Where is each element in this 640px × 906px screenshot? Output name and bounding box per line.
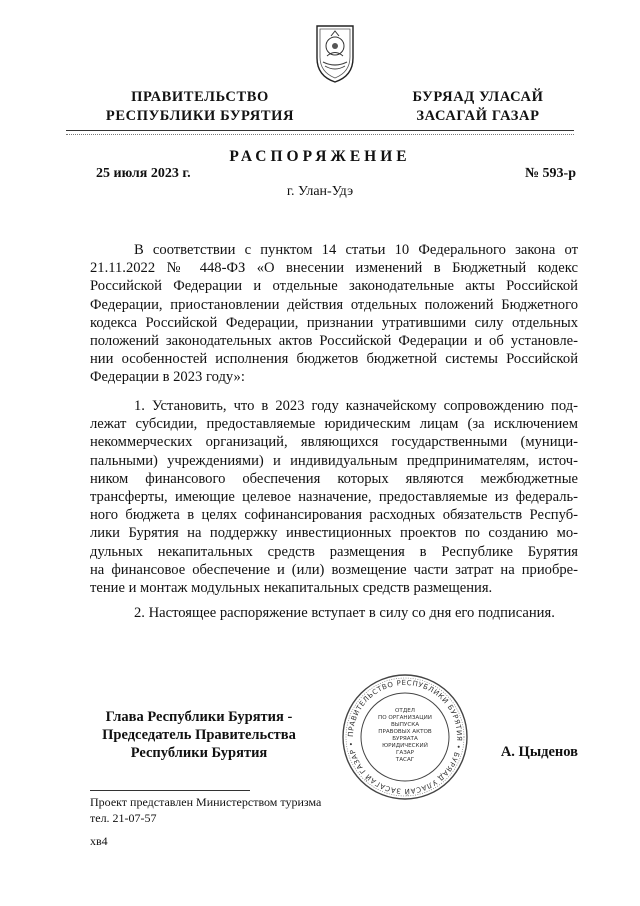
preamble-line: В соответствии с пунктом 14 статьи 10 Федерального закона от <box>134 242 578 258</box>
preamble-line: Российской Федерации и отдельные законодательные акты Российской <box>90 278 578 295</box>
footer-author: Проект представлен Министерством туризма <box>90 795 322 809</box>
item-1-line: ником финансового обеспечения которых являются межбюджетные <box>90 470 578 487</box>
item-1-line: на финансовое обеспечение и (или) возмещение части затрат на приобре- <box>90 561 578 578</box>
item-1-paragraph <box>90 397 578 597</box>
official-stamp <box>340 672 470 802</box>
header-left-line2: РЕСПУБЛИКИ БУРЯТИЯ <box>105 108 295 124</box>
document-date: 25 июля 2023 г. <box>96 166 191 181</box>
header-divider <box>66 130 574 131</box>
item-1-line: 1. Установить, что в 2023 году казначейскому сопровождению под- <box>134 398 578 414</box>
footer-phone: тел. 21-07-57 <box>90 811 157 825</box>
header-left-line1: ПРАВИТЕЛЬСТВО <box>131 89 269 105</box>
item-1-line: тение и монтаж модульных некапитальных средств размещения. <box>90 580 493 597</box>
item-1-line: трансферты, имеющие целевое назначение, предоставляемые из федераль- <box>90 489 578 506</box>
item-1-line: лежат субсидии, предоставляемые юридическим лицам (за исключением <box>90 416 578 433</box>
header-right <box>380 88 576 126</box>
header-divider-dotted <box>66 134 574 135</box>
preamble-line: 21.11.2022 № 448-ФЗ «О внесении изменений в Бюджетный кодекс <box>90 260 578 277</box>
header-right-line1: БУРЯАД УЛАСАЙ <box>412 89 544 105</box>
preamble-line: положений законодательных актов Российской Федерации и об установле- <box>90 333 578 350</box>
item-1-line: дульных некапитальных средств размещения в Республике Бурятия <box>90 543 578 560</box>
stamp-inner-text: ЮРИДИЧЕСКИЙ <box>382 743 428 749</box>
document-city: г. Улан-Удэ <box>286 184 354 199</box>
stamp-inner-text: ПО ОРГАНИЗАЦИИ <box>378 715 432 721</box>
preamble-paragraph <box>90 241 578 387</box>
signatory-title-line3: Республики Бурятия <box>130 745 268 761</box>
header-left <box>90 88 310 126</box>
signatory-title-line2: Председатель Правительства <box>102 727 296 743</box>
item-1-line: ного бюджета в целях софинансирования расходных обязательств Респуб- <box>90 507 578 524</box>
stamp-inner-text: ОТДЕЛ <box>395 708 415 714</box>
stamp-inner-text: ТАСАГ <box>395 757 415 763</box>
document-number: № 593-р <box>524 166 576 181</box>
stamp-inner-text: ГАЗАР <box>395 750 415 756</box>
signatory-title-line1: Глава Республики Бурятия - <box>105 709 293 725</box>
item-1-line: пальными) учреждениями) и индивидуальным предпринимателям, источ- <box>90 452 578 469</box>
item-2-line: 2. Настоящее распоряжение вступает в силу со дня его подписания. <box>134 605 555 621</box>
document-type: РАСПОРЯЖЕНИЕ <box>229 148 411 165</box>
footer-divider <box>90 790 250 791</box>
stamp-ring-text: ПРАВИТЕЛЬСТВО РЕСПУБЛИКИ БУРЯТИЯ • БУРЯАД УЛАСАЙ ЗАСАГАЙ ГАЗАР • <box>346 678 464 796</box>
preamble-line: Федерации в 2023 году»: <box>90 369 245 386</box>
coat-of-arms-icon <box>313 22 357 84</box>
preamble-line: Федерации, приостановлении действия отдельных положений Бюджетного <box>90 296 578 313</box>
footer-code: хв4 <box>90 834 108 848</box>
stamp-inner-text: ПРАВОВЫХ АКТОВ <box>378 729 432 735</box>
item-2-paragraph <box>90 604 578 622</box>
stamp-inner-text: ВЫПУСКА <box>390 722 420 728</box>
stamp-inner-text: БУРЯАТА <box>392 736 418 742</box>
preamble-line: кодекса Российской Федерации, признании утратившими силу отдельных <box>90 314 578 331</box>
preamble-line: нии особенностей исполнения бюджетов бюджетной системы Российской <box>90 351 578 368</box>
item-1-line: некоммерческих организаций, являющихся государственными (муници- <box>90 434 578 451</box>
signatory-title <box>88 708 310 762</box>
signatory-name: А. Цыденов <box>500 744 578 760</box>
item-1-line: лики Бурятия на поддержку инвестиционных проектов по созданию мо- <box>90 525 578 542</box>
header-right-line2: ЗАСАГАЙ ГАЗАР <box>416 108 540 124</box>
